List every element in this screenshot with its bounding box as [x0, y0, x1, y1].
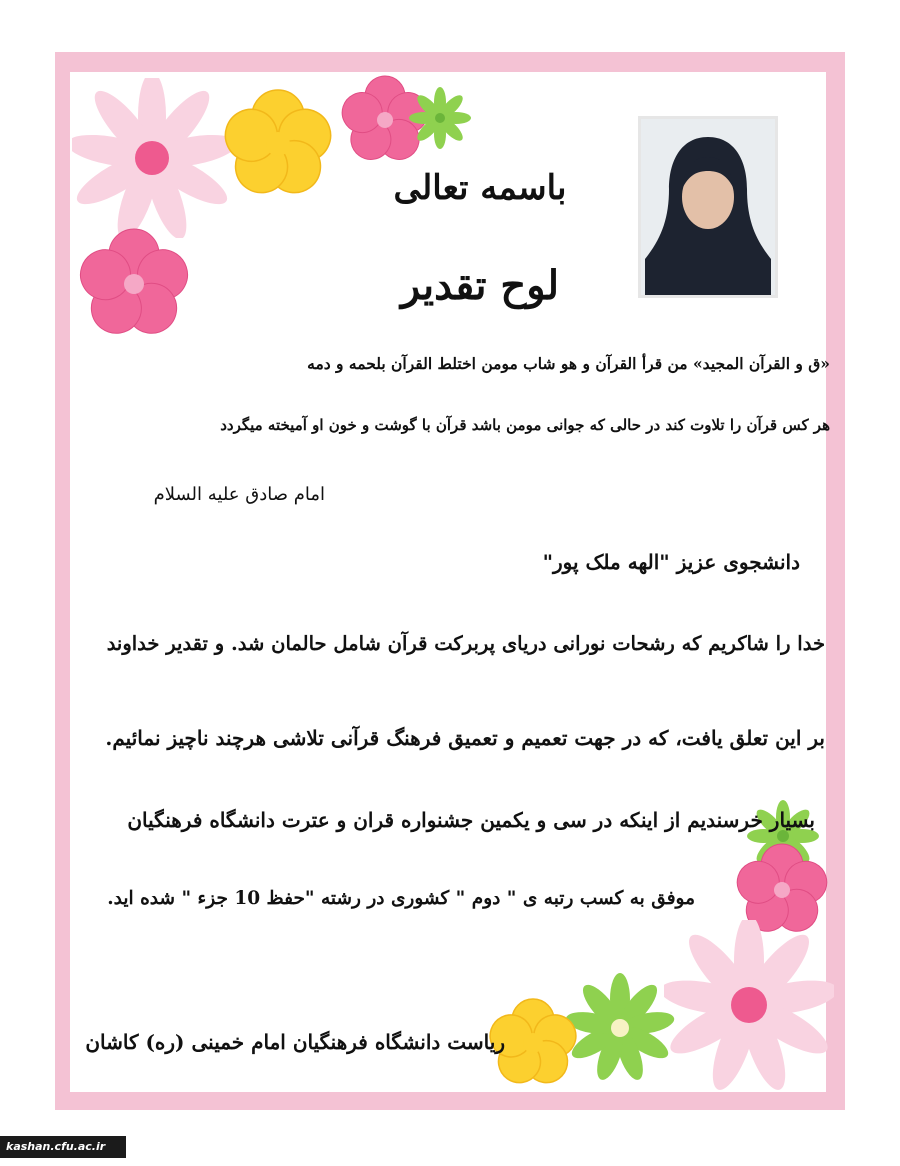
- site-watermark: kashan.cfu.ac.ir: [0, 1136, 126, 1158]
- light-pink-flower-icon: [664, 920, 834, 1090]
- heading: باسمه تعالی: [393, 168, 567, 208]
- verse-text: «ق و القرآن المجید» من قرأ القرآن و هو شاب مومن اختلط القرآن بلحمه و دمه: [307, 354, 830, 373]
- hadith-text: هر کس قرآن را تلاوت کند در حالی که جوانی مومن باشد قرآن با گوشت و خون او آمیخته میگردد: [220, 416, 830, 434]
- recipient-name: دانشجوی عزیز "الهه ملک پور": [542, 550, 800, 574]
- body-line-1: خدا را شاکریم که رشحات نورانی دریای پربرکت قرآن شامل حالمان شد. و تقدیر خداوند: [106, 632, 825, 655]
- yellow-flower-icon: [218, 84, 338, 204]
- body-line-2: بر این تعلق یافت، که در جهت تعمیم و تعمیق فرهنگ قرآنی تلاشی هرچند ناچیز نمائیم.: [105, 726, 825, 750]
- green-flower-icon: [408, 86, 472, 150]
- hot-pink-flower-icon: [72, 222, 196, 346]
- body-line-3: بسیار خرسندیم از اینکه در سی و یکمین جشنواره قران و عترت دانشگاه فرهنگیان: [127, 808, 815, 832]
- body-line-4: موفق به کسب رتبه ی " دوم " کشوری در رشته "حفظ 10 جزء " شده اید.: [107, 888, 695, 909]
- light-pink-flower-icon: [72, 78, 232, 238]
- hadith-source: امام صادق علیه السلام: [153, 484, 325, 505]
- certificate-title: لوح تقدیر: [400, 262, 560, 309]
- signature: ریاست دانشگاه فرهنگیان امام خمینی (ره) کاشان: [85, 1030, 505, 1054]
- student-photo: [638, 116, 778, 298]
